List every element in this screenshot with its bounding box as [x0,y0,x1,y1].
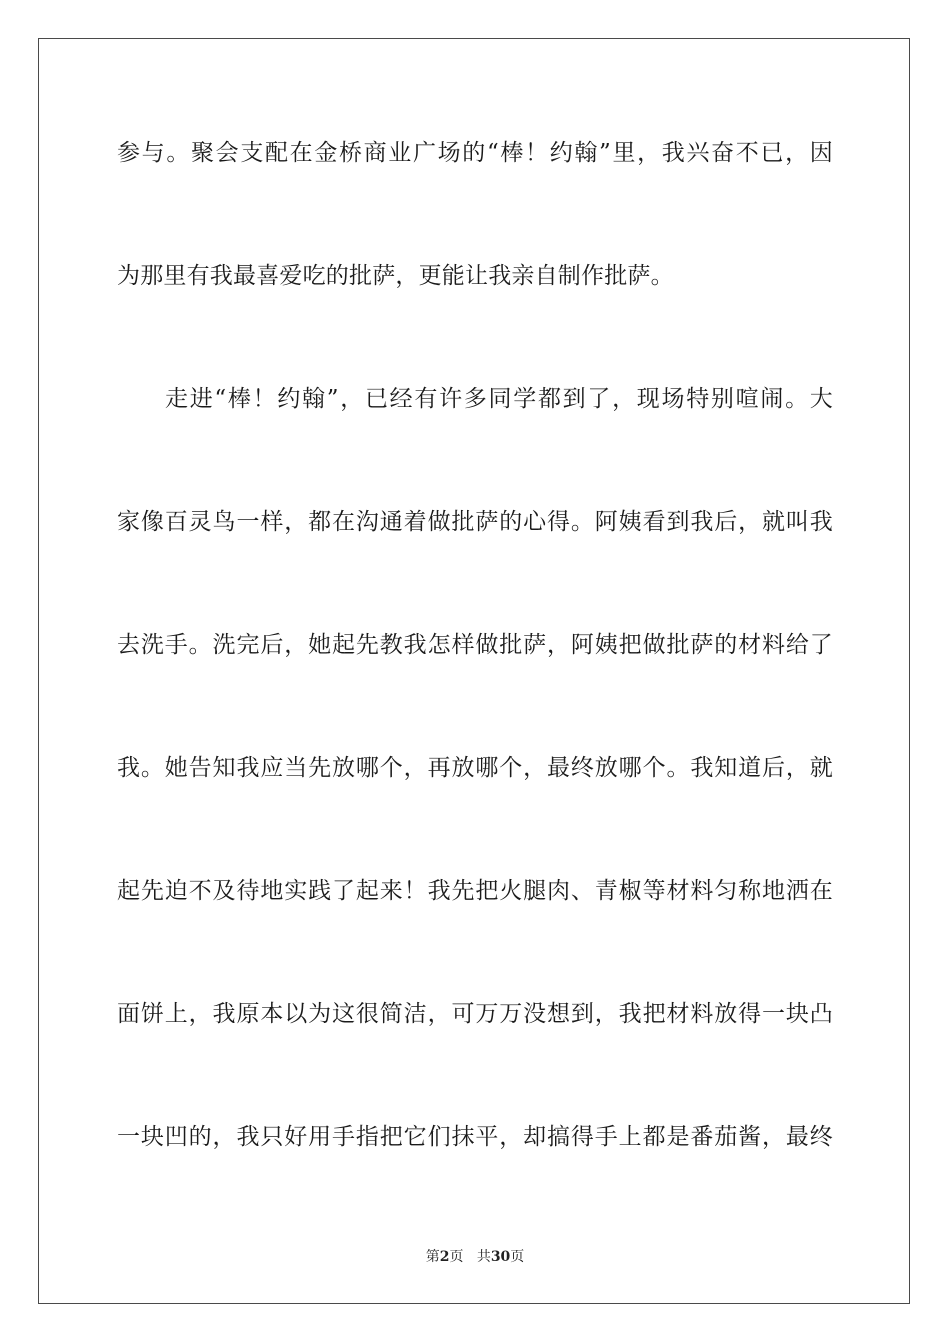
paragraph-line: 面饼上，我原本以为这很简洁，可万万没想到，我把材料放得一块凸 [117,1001,833,1027]
total-unit: 页 [510,1249,525,1265]
paragraph-line: 为那里有我最喜爱吃的批萨，更能让我亲自制作批萨。 [117,263,674,289]
total-label: 共 [476,1249,491,1265]
page-unit: 页 [449,1249,464,1265]
paragraph-line: 去洗手。洗完后，她起先教我怎样做批萨，阿姨把做批萨的材料给了 [117,632,833,658]
page-label: 第 [425,1249,440,1265]
paragraph-line: 参与。聚会支配在金桥商业广场的“棒！约翰”里，我兴奋不已，因 [117,140,833,166]
paragraph-line: 走进“棒！约翰”，已经有许多同学都到了，现场特别喧闹。大 [165,386,833,412]
paragraph-line: 一块凹的，我只好用手指把它们抹平，却搞得手上都是番茄酱，最终 [117,1124,833,1150]
page-current: 2 [439,1249,450,1265]
page-footer [0,1248,950,1266]
paragraph-line: 我。她告知我应当先放哪个，再放哪个，最终放哪个。我知道后，就 [117,755,833,781]
page-total: 30 [490,1249,511,1265]
paragraph-line: 起先迫不及待地实践了起来！我先把火腿肉、青椒等材料匀称地洒在 [117,878,833,904]
paragraph-line: 家像百灵鸟一样，都在沟通着做批萨的心得。阿姨看到我后，就叫我 [117,509,833,535]
page-border [38,38,910,1304]
